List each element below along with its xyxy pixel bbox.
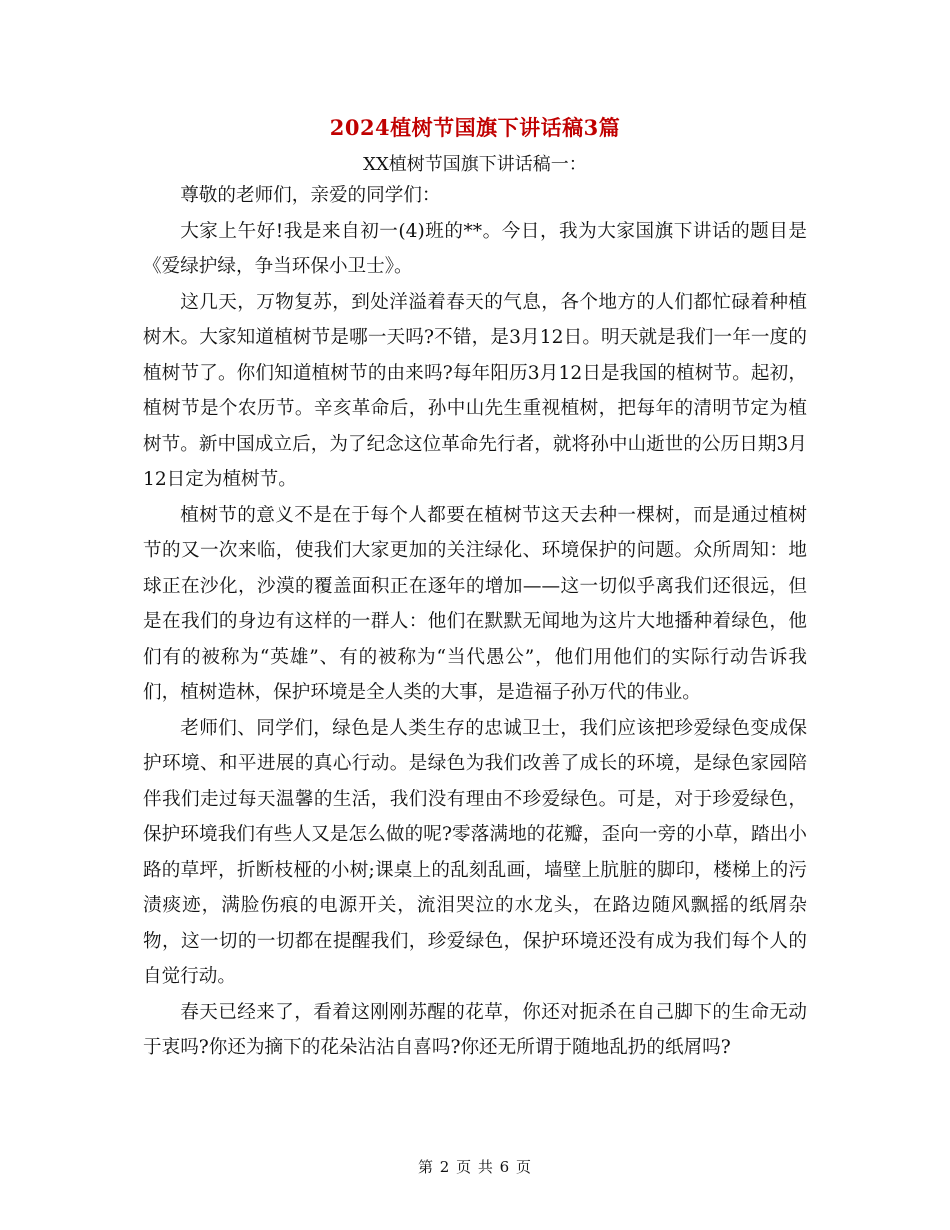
body-paragraph: 老师们、同学们，绿色是人类生存的忠诚卫士，我们应该把珍爱绿色变成保护环境、和平进展的真心行动。是绿色为我们改善了成长的环境，是绿色家园陪伴我们走过每天温馨的生活，我们没有理由不珍爱绿色。可是，对于珍爱绿色，保护环境我们有些人又是怎么做的呢?零落满地的花瓣，歪向一旁的小草，踏出小路的草坪，折断枝桠的小树;课桌上的乱刻乱画，墙壁上肮脏的脚印，楼梯上的污渍痰迹，满脸伤痕的电源开关，流泪哭泣的水龙头，在路边随风飘摇的纸屑杂物，这一切的一切都在提醒我们，珍爱绿色，保护环境还没有成为我们每个人的自觉行动。	[143, 717, 807, 987]
page-number-footer: 第 2 页 共 6 页	[418, 1158, 532, 1176]
body-paragraph: 大家上午好!我是来自初一(4)班的**。今日，我为大家国旗下讲话的题目是《爱绿护绿，争当环保小卫士》。	[143, 220, 807, 277]
salutation-paragraph: 尊敬的老师们，亲爱的同学们：	[180, 185, 441, 206]
document-title: 2024植树节国旗下讲话稿3篇	[329, 115, 621, 140]
body-paragraph: 春天已经来了，看着这刚刚苏醒的花草，你还对扼杀在自己脚下的生命无动于衷吗?你还为摘下的花朵沾沾自喜吗?你还无所谓于随地乱扔的纸屑吗?	[143, 1001, 807, 1058]
body-paragraph: 植树节的意义不是在于每个人都要在植树节这天去种一棵树，而是通过植树节的又一次来临，使我们大家更加的关注绿化、环境保护的问题。众所周知：地球正在沙化，沙漠的覆盖面积正在逐年的增加——这一切似乎离我们还很远，但是在我们的身边有这样的一群人：他们在默默无闻地为这片大地播种着绿色，他们有的被称为“英雄”、有的被称为“当代愚公”，他们用他们的实际行动告诉我们，植树造林，保护环境是全人类的大事，是造福子孙万代的伟业。	[143, 504, 807, 703]
document-body	[143, 178, 807, 1066]
body-paragraph: 这几天，万物复苏，到处洋溢着春天的气息，各个地方的人们都忙碌着种植树木。大家知道植树节是哪一天吗?不错，是3月12日。明天就是我们一年一度的植树节了。你们知道植树节的由来吗?每年阳历3月12日是我国的植树节。起初，植树节是个农历节。辛亥革命后，孙中山先生重视植树，把每年的清明节定为植树节。新中国成立后，为了纪念这位革命先行者，就将孙中山逝世的公历日期3月12日定为植树节。	[143, 291, 807, 490]
section-heading: XX植树节国旗下讲话稿一：	[363, 154, 587, 175]
